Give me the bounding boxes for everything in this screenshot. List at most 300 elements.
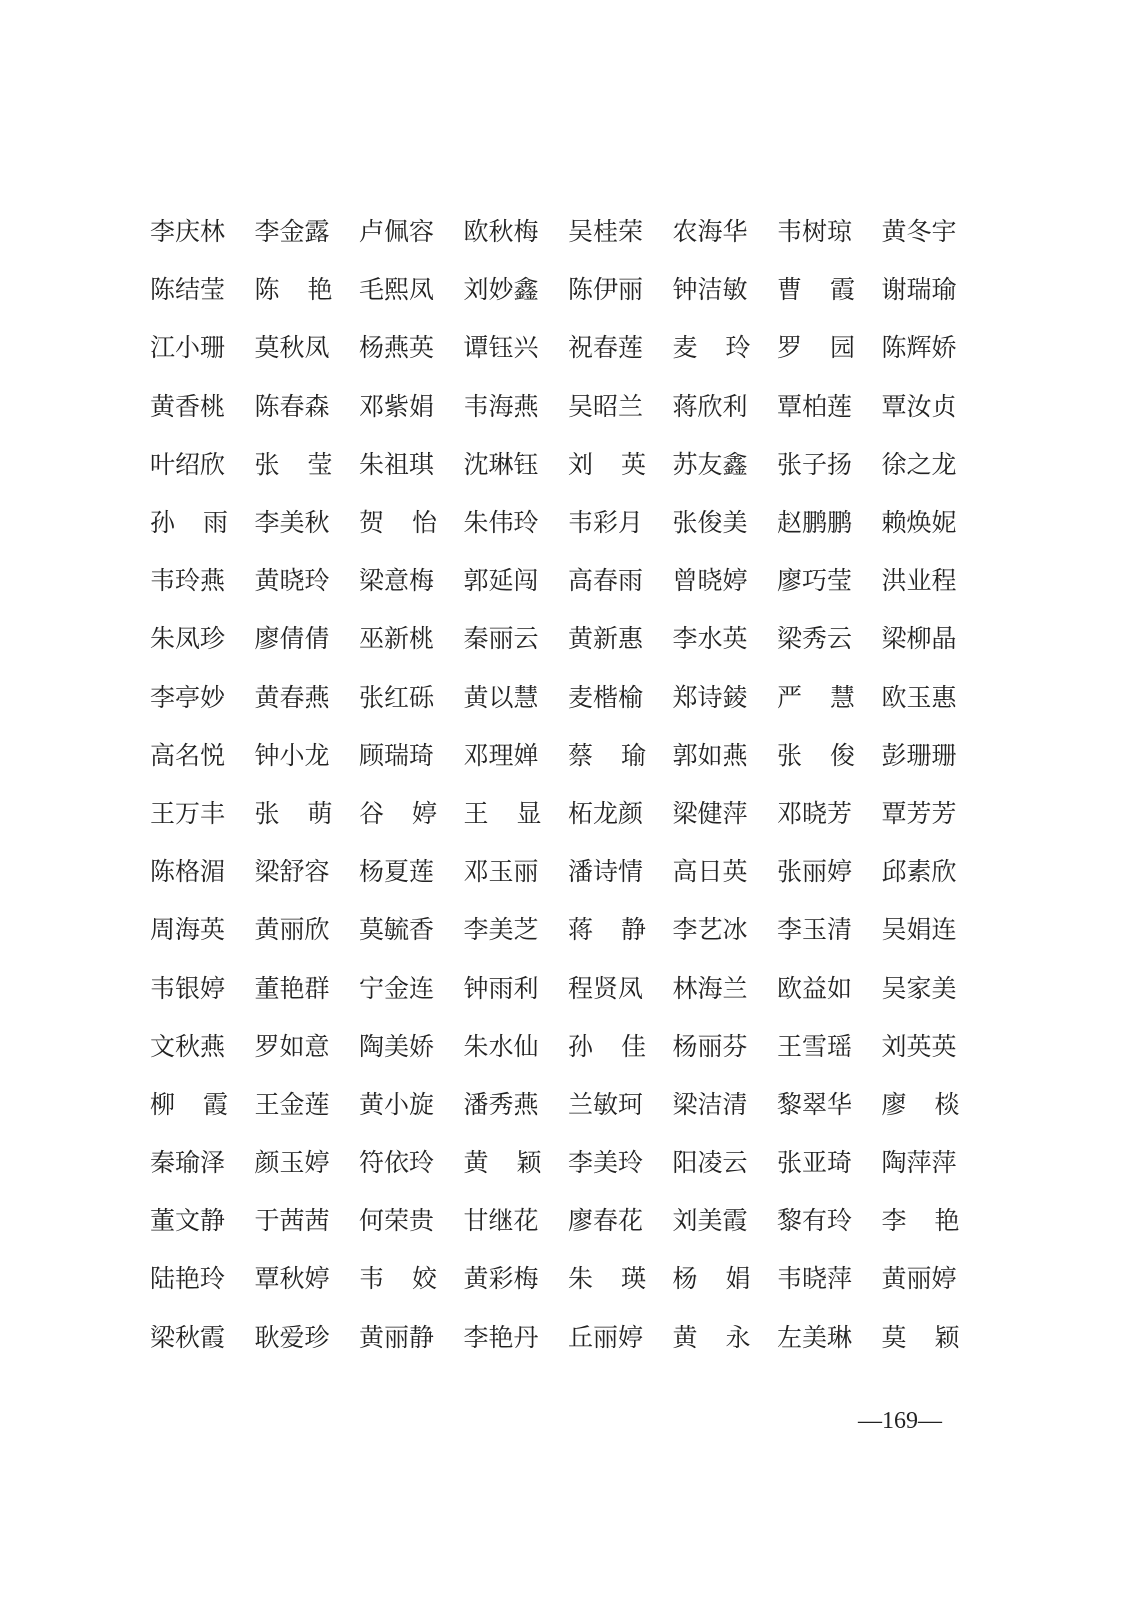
name-entry: 谷 婷 [359,798,437,828]
name-entry: 郭如燕 [672,740,748,770]
name-entry: 柳 霞 [150,1089,228,1119]
name-cell [777,561,882,601]
name-cell [568,1143,673,1183]
name-entry: 陆艳玲 [150,1264,226,1294]
name-entry: 黄春燕 [254,682,330,712]
name-entry: 李庆林 [150,217,226,247]
name-entry: 董艳群 [254,973,330,1003]
name-entry: 张亚琦 [777,1148,853,1178]
name-cell [359,561,464,601]
name-cell [255,270,360,310]
name-entry: 左美琳 [777,1322,853,1352]
name-cell [150,445,255,485]
name-cell [777,910,882,950]
name-cell [673,561,778,601]
name-cell [255,503,360,543]
name-cell [777,445,882,485]
name-cell [255,1085,360,1125]
name-entry: 朱凤珍 [150,624,226,654]
name-cell [150,619,255,659]
name-cell [359,1085,464,1125]
name-entry: 孙 雨 [150,508,228,538]
name-cell [359,387,464,427]
name-entry: 欧秋梅 [463,217,539,247]
name-entry: 王 显 [463,798,542,828]
name-cell [255,678,360,718]
name-entry: 张丽婷 [777,857,853,887]
name-entry: 覃汝贞 [881,391,957,421]
name-cell [777,270,882,310]
name-cell [464,619,569,659]
name-cell [255,1259,360,1299]
name-cell [150,212,255,252]
name-entry: 韦银婷 [150,973,226,1003]
name-entry: 梁健萍 [672,798,748,828]
name-cell [359,1027,464,1067]
name-entry: 王金莲 [254,1089,330,1119]
name-entry: 黄 永 [672,1322,751,1352]
name-cell [359,852,464,892]
name-entry: 李艳丹 [463,1322,539,1352]
name-entry: 吴昭兰 [568,391,644,421]
name-entry: 李 艳 [881,1206,960,1236]
name-entry: 张 俊 [777,740,855,770]
name-entry: 黄冬宇 [881,217,957,247]
name-entry: 黎翠华 [777,1089,853,1119]
name-cell [777,1143,882,1183]
name-entry: 朱伟玲 [463,508,539,538]
name-entry: 潘诗情 [568,857,644,887]
name-cell [882,561,962,601]
name-cell [568,503,673,543]
name-cell [777,1027,882,1067]
name-cell [568,1259,673,1299]
name-cell [464,1085,569,1125]
name-cell [150,270,255,310]
name-cell [359,678,464,718]
name-entry: 李美秋 [254,508,330,538]
name-entry: 程贤凤 [568,973,644,1003]
name-cell [673,619,778,659]
name-entry: 杨 娟 [672,1264,751,1294]
name-cell [568,1318,673,1358]
name-cell [464,910,569,950]
name-cell [255,1201,360,1241]
name-entry: 张子扬 [777,449,853,479]
name-cell [255,212,360,252]
name-entry: 巫新桃 [359,624,435,654]
name-row [150,319,960,377]
name-cell [568,1085,673,1125]
name-entry: 耿爱珍 [254,1322,330,1352]
name-cell [568,1027,673,1067]
name-entry: 李美芝 [463,915,539,945]
name-entry: 梁意梅 [359,566,435,596]
name-cell [255,387,360,427]
name-cell [359,328,464,368]
name-entry: 钟雨利 [463,973,539,1003]
name-cell [359,910,464,950]
name-cell [777,212,882,252]
name-entry: 陈伊丽 [568,275,644,305]
name-cell [464,212,569,252]
name-entry: 祝春莲 [568,333,644,363]
name-cell [464,1318,569,1358]
name-cell [882,445,962,485]
name-row [150,552,960,610]
name-entry: 梁柳晶 [881,624,957,654]
name-entry: 符依玲 [359,1148,435,1178]
name-entry: 刘英英 [881,1031,957,1061]
name-entry: 刘 英 [568,449,646,479]
name-cell [882,1143,962,1183]
name-cell [359,445,464,485]
name-entry: 李美玲 [568,1148,644,1178]
name-cell [464,503,569,543]
name-cell [568,561,673,601]
name-cell [464,1201,569,1241]
name-cell [255,794,360,834]
name-cell [255,328,360,368]
name-entry: 李金露 [254,217,330,247]
name-entry: 刘美霞 [672,1206,748,1236]
name-entry: 李玉清 [777,915,853,945]
name-entry: 韦彩月 [568,508,644,538]
name-cell [673,445,778,485]
name-cell [359,969,464,1009]
name-entry: 杨丽芬 [672,1031,748,1061]
name-cell [464,328,569,368]
name-entry: 黄小旋 [359,1089,435,1119]
name-entry: 邓紫娟 [359,391,435,421]
name-cell [673,794,778,834]
name-entry: 潘秀燕 [463,1089,539,1119]
name-entry: 林海兰 [672,973,748,1003]
name-cell [568,852,673,892]
name-entry: 黄丽欣 [254,915,330,945]
name-cell [150,1143,255,1183]
name-entry: 苏友鑫 [672,449,748,479]
name-entry: 黎有玲 [777,1206,853,1236]
name-row [150,1192,960,1250]
name-entry: 张 萌 [254,798,333,828]
name-entry: 沈琳钰 [463,449,539,479]
name-entry: 邓玉丽 [463,857,539,887]
name-cell [359,736,464,776]
name-row [150,1018,960,1076]
name-entry: 秦瑜泽 [150,1148,226,1178]
name-cell [673,1201,778,1241]
name-entry: 宁金连 [359,973,435,1003]
name-entry: 柘龙颜 [568,798,644,828]
name-entry: 严 慧 [777,682,855,712]
name-entry: 黄新惠 [568,624,644,654]
name-cell [882,794,962,834]
name-cell [464,445,569,485]
name-row [150,959,960,1017]
name-cell [673,328,778,368]
name-cell [673,678,778,718]
name-cell [464,736,569,776]
name-entry: 黄香桃 [150,391,226,421]
name-entry: 阳凌云 [672,1148,748,1178]
name-cell [464,270,569,310]
name-entry: 张 莹 [254,449,333,479]
name-entry: 文秋燕 [150,1031,226,1061]
name-entry: 邓晓芳 [777,798,853,828]
name-entry: 陈结莹 [150,275,226,305]
name-entry: 毛熙凤 [359,275,435,305]
name-cell [150,1201,255,1241]
name-cell [150,1259,255,1299]
name-entry: 高日英 [672,857,748,887]
name-entry: 贺 怡 [359,508,437,538]
name-cell [359,270,464,310]
name-entry: 廖倩倩 [254,624,330,654]
name-cell [255,1027,360,1067]
name-cell [464,794,569,834]
name-entry: 韦海燕 [463,391,539,421]
name-entry: 曾晓婷 [672,566,748,596]
name-entry: 黄以慧 [463,682,539,712]
name-cell [150,969,255,1009]
name-cell [673,910,778,950]
name-entry: 欧益如 [777,973,853,1003]
name-cell [568,969,673,1009]
name-entry: 朱祖琪 [359,449,435,479]
name-entry: 麦楷榆 [568,682,644,712]
name-entry: 黄晓玲 [254,566,330,596]
name-entry: 吴娟连 [881,915,957,945]
name-cell [150,794,255,834]
name-cell [673,1085,778,1125]
name-entry: 陈 艳 [254,275,333,305]
name-entry: 朱 瑛 [568,1264,646,1294]
name-row [150,1076,960,1134]
name-entry: 罗 园 [777,333,855,363]
name-cell [255,852,360,892]
name-entry: 董文静 [150,1206,226,1236]
name-entry: 农海华 [672,217,748,247]
name-entry: 黄 颖 [463,1148,542,1178]
name-entry: 吴家美 [881,973,957,1003]
name-cell [777,387,882,427]
name-cell [882,619,962,659]
name-entry: 吴桂荣 [568,217,644,247]
name-entry: 曹 霞 [777,275,855,305]
name-cell [255,445,360,485]
name-row [150,843,960,901]
name-row [150,669,960,727]
name-row [150,1250,960,1308]
name-entry: 兰敏珂 [568,1089,644,1119]
name-cell [673,503,778,543]
name-entry: 韦玲燕 [150,566,226,596]
name-cell [777,794,882,834]
name-entry: 钟小龙 [254,740,330,770]
name-cell [673,969,778,1009]
name-list [150,203,960,1367]
name-cell [568,212,673,252]
name-entry: 梁洁清 [672,1089,748,1119]
name-cell [568,794,673,834]
name-cell [882,1201,962,1241]
name-entry: 卢佩容 [359,217,435,247]
name-cell [359,503,464,543]
name-cell [777,619,882,659]
name-cell [882,387,962,427]
name-entry: 陈春森 [254,391,330,421]
name-cell [673,212,778,252]
name-cell [882,736,962,776]
name-entry: 廖 棪 [881,1089,960,1119]
name-entry: 朱水仙 [463,1031,539,1061]
name-cell [882,328,962,368]
name-entry: 杨燕英 [359,333,435,363]
name-cell [464,1259,569,1299]
name-entry: 谭钰兴 [463,333,539,363]
name-cell [150,678,255,718]
name-cell [882,1259,962,1299]
name-cell [464,561,569,601]
name-cell [673,852,778,892]
name-cell [673,1318,778,1358]
name-entry: 郑诗錂 [672,682,748,712]
name-entry: 李艺冰 [672,915,748,945]
name-cell [568,328,673,368]
name-cell [150,736,255,776]
name-cell [255,619,360,659]
name-cell [150,503,255,543]
name-cell [150,1318,255,1358]
name-entry: 颜玉婷 [254,1148,330,1178]
name-cell [882,910,962,950]
name-entry: 蔡 瑜 [568,740,646,770]
name-cell [882,270,962,310]
name-entry: 廖春花 [568,1206,644,1236]
name-cell [150,1085,255,1125]
name-entry: 张俊美 [672,508,748,538]
name-entry: 覃柏莲 [777,391,853,421]
name-entry: 韦树琼 [777,217,853,247]
name-cell [359,1318,464,1358]
name-cell [568,736,673,776]
name-entry: 陈格湄 [150,857,226,887]
name-cell [777,503,882,543]
name-cell [777,328,882,368]
name-row [150,785,960,843]
name-cell [568,387,673,427]
name-entry: 谢瑞瑜 [881,275,957,305]
name-entry: 王雪瑶 [777,1031,853,1061]
name-cell [882,212,962,252]
name-cell [255,1143,360,1183]
name-cell [777,1201,882,1241]
name-cell [673,1027,778,1067]
name-entry: 梁秀云 [777,624,853,654]
name-entry: 洪业程 [881,566,957,596]
name-entry: 徐之龙 [881,449,957,479]
name-entry: 何荣贵 [359,1206,435,1236]
name-entry: 秦丽云 [463,624,539,654]
name-cell [359,619,464,659]
name-cell [568,619,673,659]
name-entry: 麦 玲 [672,333,751,363]
name-entry: 梁舒容 [254,857,330,887]
name-entry: 顾瑞琦 [359,740,435,770]
name-entry: 李水英 [672,624,748,654]
name-entry: 于茜茜 [254,1206,330,1236]
name-cell [568,910,673,950]
name-entry: 廖巧莹 [777,566,853,596]
name-cell [464,852,569,892]
name-cell [882,678,962,718]
name-row [150,203,960,261]
name-cell [777,1318,882,1358]
name-entry: 韦 姣 [359,1264,437,1294]
name-cell [255,561,360,601]
name-entry: 李亭妙 [150,682,226,712]
name-entry: 高名悦 [150,740,226,770]
name-cell [150,561,255,601]
name-entry: 彭珊珊 [881,740,957,770]
name-row [150,1134,960,1192]
name-cell [359,212,464,252]
name-entry: 黄丽婷 [881,1264,957,1294]
name-cell [777,736,882,776]
name-cell [568,1201,673,1241]
name-entry: 覃秋婷 [254,1264,330,1294]
name-entry: 杨夏莲 [359,857,435,887]
name-cell [882,1318,962,1358]
name-entry: 刘妙鑫 [463,275,539,305]
name-cell [255,1318,360,1358]
name-entry: 邓理婵 [463,740,539,770]
name-entry: 钟洁敏 [672,275,748,305]
name-cell [150,328,255,368]
name-cell [359,1259,464,1299]
name-cell [673,270,778,310]
name-cell [150,852,255,892]
name-entry: 赖焕妮 [881,508,957,538]
name-entry: 莫秋凤 [254,333,330,363]
name-cell [150,387,255,427]
name-row [150,261,960,319]
name-entry: 莫 颖 [881,1322,960,1352]
name-cell [568,678,673,718]
name-entry: 韦晓萍 [777,1264,853,1294]
name-entry: 欧玉惠 [881,682,957,712]
name-row [150,378,960,436]
name-cell [464,1143,569,1183]
name-entry: 陈辉娇 [881,333,957,363]
name-row [150,727,960,785]
name-entry: 叶绍欣 [150,449,226,479]
name-cell [359,794,464,834]
name-row [150,1309,960,1367]
name-cell [255,969,360,1009]
name-cell [777,852,882,892]
name-entry: 丘丽婷 [568,1322,644,1352]
name-cell [464,1027,569,1067]
name-entry: 高春雨 [568,566,644,596]
name-cell [255,736,360,776]
name-entry: 莫毓香 [359,915,435,945]
name-cell [882,1027,962,1067]
name-entry: 黄丽静 [359,1322,435,1352]
name-cell [359,1201,464,1241]
name-cell [777,969,882,1009]
